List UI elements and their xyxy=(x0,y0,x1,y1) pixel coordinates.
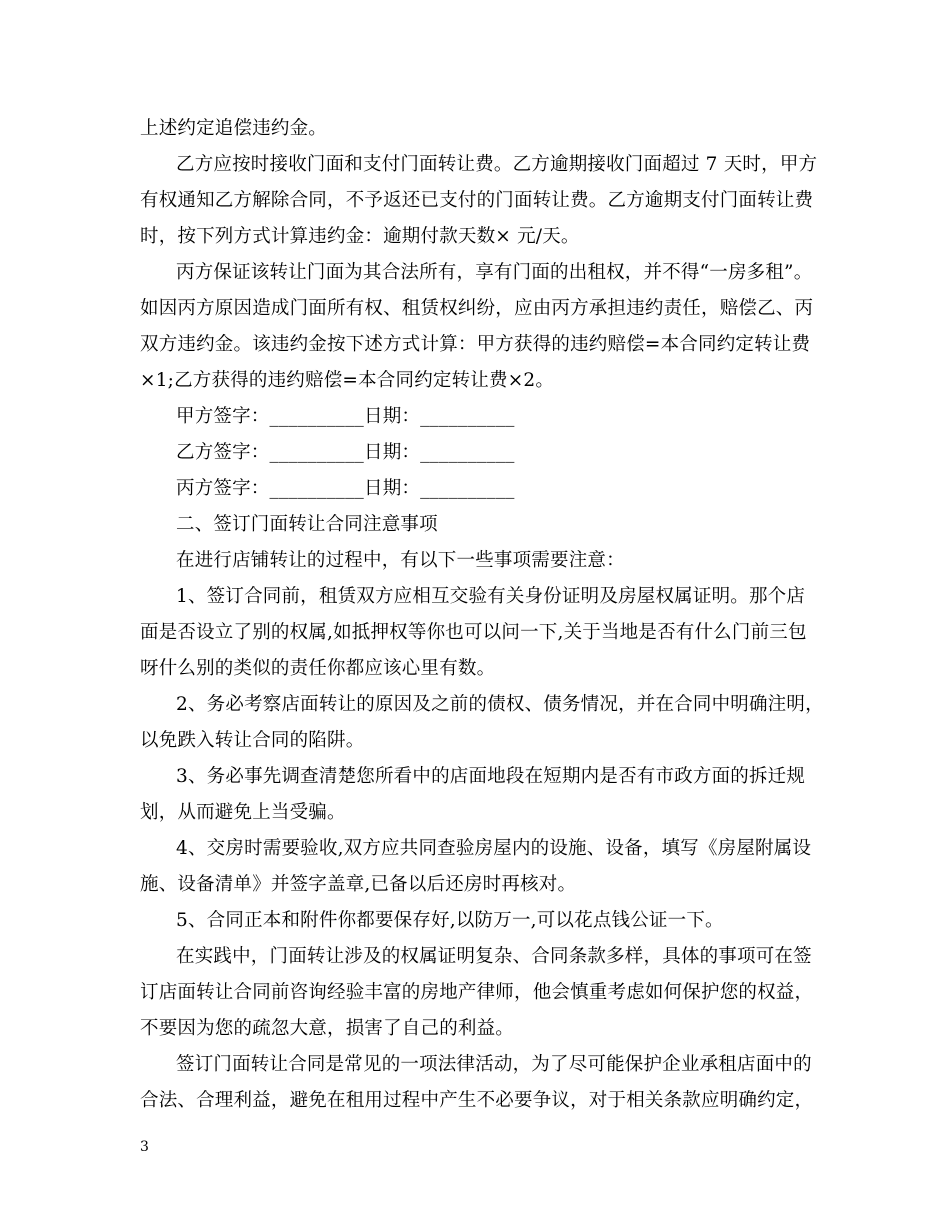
text-line: 合法、合理利益，避免在租用过程中产生不必要争议，对于相关条款应明确约定， xyxy=(140,1090,814,1111)
signature-line: 甲方签字：__________日期：__________ xyxy=(176,406,515,427)
text-line: 有权通知乙方解除合同，不予返还已支付的门面转让费。乙方逾期支付门面转让费 xyxy=(140,190,814,211)
page-number: 3 xyxy=(140,1139,149,1155)
text-line: 时，按下列方式计算违约金：逾期付款天数× 元/天。 xyxy=(140,226,580,247)
signature-line: 丙方签字：__________日期：__________ xyxy=(176,478,515,499)
list-item-line: 1、签订合同前，租赁双方应相互交验有关身份证明及房屋权属证明。那个店 xyxy=(176,586,806,607)
list-item-line: 2、务必考察店面转让的原因及之前的债权、债务情况，并在合同中明确注明， xyxy=(176,694,824,715)
list-item-line: 4、交房时需要验收,双方应共同查验房屋内的设施、设备，填写《房屋附属设 xyxy=(176,838,812,859)
text-line: 签订门面转让合同是常见的一项法律活动，为了尽可能保护企业承租店面中的 xyxy=(176,1054,812,1075)
list-item-line: 面是否设立了别的权属,如抵押权等你也可以问一下,关于当地是否有什么门前三包 xyxy=(140,622,807,643)
list-item-line: 3、务必事先调查清楚您所看中的店面地段在短期内是否有市政方面的拆迁规 xyxy=(176,766,806,787)
list-item-line: 划，从而避免上当受骗。 xyxy=(140,802,346,823)
text-line: 在实践中，门面转让涉及的权属证明复杂、合同条款多样，具体的事项可在签 xyxy=(176,946,812,967)
text-line: 上述约定追偿违约金。 xyxy=(140,118,328,139)
list-item-line: 施、设备清单》并签字盖章,已备以后还房时再核对。 xyxy=(140,874,577,895)
list-item-line: 以免跌入转让合同的陷阱。 xyxy=(140,730,365,751)
text-line: 如因丙方原因造成门面所有权、租赁权纠纷，应由丙方承担违约责任，赔偿乙、丙 xyxy=(140,298,814,319)
text-line: 不要因为您的疏忽大意，损害了自己的利益。 xyxy=(140,1018,515,1039)
section-heading: 二、签订门面转让合同注意事项 xyxy=(176,514,438,535)
text-line: 乙方应按时接收门面和支付门面转让费。乙方逾期接收门面超过 7 天时，甲方 xyxy=(176,154,818,175)
signature-line: 乙方签字：__________日期：__________ xyxy=(176,442,515,463)
list-item-line: 5、合同正本和附件你都要保存好,以防万一,可以花点钱公证一下。 xyxy=(176,910,724,931)
text-line: 丙方保证该转让门面为其合法所有，享有门面的出租权，并不得“一房多租”。 xyxy=(176,262,813,283)
text-line: 在进行店铺转让的过程中，有以下一些事项需要注意： xyxy=(176,550,625,571)
text-line: 订店面转让合同前咨询经验丰富的房地产律师，他会慎重考虑如何保护您的权益， xyxy=(140,982,814,1003)
text-line: ×1;乙方获得的违约赔偿=本合同约定转让费×2。 xyxy=(140,370,555,391)
list-item-line: 呀什么别的类似的责任你都应该心里有数。 xyxy=(140,658,496,679)
text-line: 双方违约金。该违约金按下述方式计算：甲方获得的违约赔偿=本合同约定转让费 xyxy=(140,334,811,355)
